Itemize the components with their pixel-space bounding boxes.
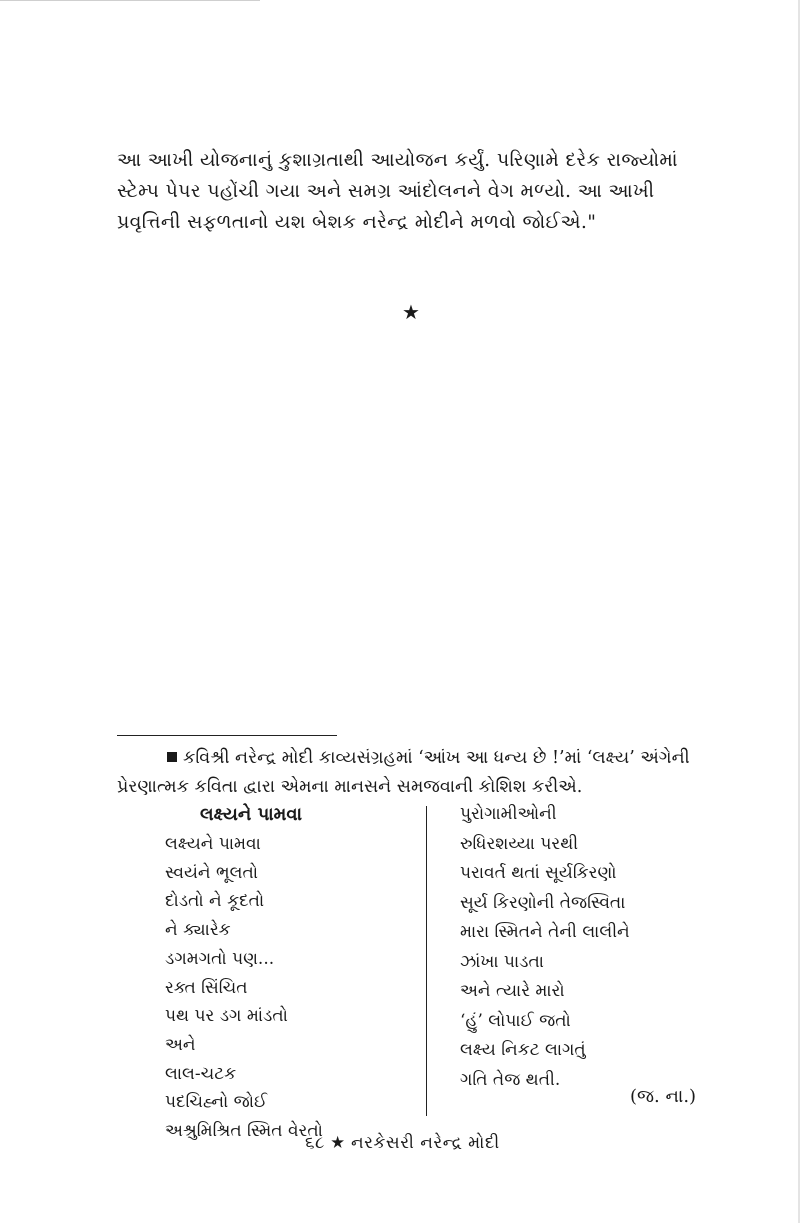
footnote-rule xyxy=(117,735,337,736)
poem-line: લક્ષ્યને પામવા xyxy=(165,834,261,854)
poem-line: ડગમગતો પણ... xyxy=(165,948,275,969)
poem-line: દોડતો ને કૂદતો xyxy=(165,891,265,912)
poem-line: પદચિહ્નો જોઈ xyxy=(165,1092,268,1113)
footnote-line-text: કવિશ્રી નરેન્દ્ર મોદી કાવ્યસંગ્રહમાં ‘આંખ આ ધન્ય છે !’માં ‘લક્ષ્ય’ અંગેની xyxy=(183,748,690,768)
poem-line: રક્ત સિંચિત xyxy=(165,977,248,998)
poem-line: ઝાંખા પાડતા xyxy=(460,951,544,972)
poem-line: લક્ષ્ય નિકટ લાગતું xyxy=(460,1040,586,1060)
poem-line: સ્વયંને ભૂલતો xyxy=(165,862,258,883)
poem-line: રુધિરશય્યા પરથી xyxy=(460,833,579,854)
poem-line: સૂર્ય કિરણોની તેજસ્વિતા xyxy=(460,892,626,913)
poem-column-divider xyxy=(426,806,427,1116)
body-line: સ્ટેમ્પ પેપર પહોંચી ગયા અને સમગ્ર આંદોલનને વેગ મળ્યો. આ આખી xyxy=(117,180,655,202)
footnote-line xyxy=(117,744,727,773)
poem-right-column xyxy=(460,800,630,1095)
footnote-intro xyxy=(117,744,727,802)
poem-line: ‘હું’ લોપાઈ જતો xyxy=(460,1010,571,1031)
poem-line: લાલ-ચટક xyxy=(165,1063,237,1084)
body-paragraph xyxy=(117,145,717,238)
poem-line: ને ક્યારેક xyxy=(165,920,231,941)
poem-line: પથ પર ડગ માંડતો xyxy=(165,1006,288,1027)
square-bullet-icon xyxy=(167,752,177,762)
poem-left-column xyxy=(165,830,323,1146)
poem-line: અને ત્યારે મારો xyxy=(460,981,565,1001)
poem-line: પુરોગામીઓની xyxy=(460,804,557,824)
poem-line: અને xyxy=(165,1034,196,1055)
star-separator: ★ xyxy=(402,300,420,324)
body-line: આ આખી યોજનાનું કુશાગ્રતાથી આયોજન કર્યું. પરિણામે દરેક રાજ્યોમાં xyxy=(117,149,678,171)
poem-line: અશ્રુમિશ્રિત સ્મિત વેરતો xyxy=(165,1121,323,1142)
poem-line: ગતિ તેજ થતી. xyxy=(460,1069,561,1090)
poem-title: લક્ષ્યને પામવા xyxy=(200,804,302,825)
poem-line: પરાવર્ત થતાં સૂર્યકિરણો xyxy=(460,863,617,883)
body-line: પ્રવૃત્તિની સફળતાનો યશ બેશક નરેન્દ્ર મોદીને મળવો જોઈએ." xyxy=(117,211,597,233)
footnote-line: પ્રેરણાત્મક કવિતા દ્વારા એમના માનસને સમજવાની કોશિશ કરીએ. xyxy=(117,777,583,797)
poem-line: મારા સ્મિતને તેની લાલીને xyxy=(460,922,630,942)
author-initials: (જ. ના.) xyxy=(630,1086,697,1107)
page-footer: ૬૮ ★ નરકેસરી નરેન્દ્ર મોદી xyxy=(305,1133,500,1153)
page-edge xyxy=(0,0,260,1)
